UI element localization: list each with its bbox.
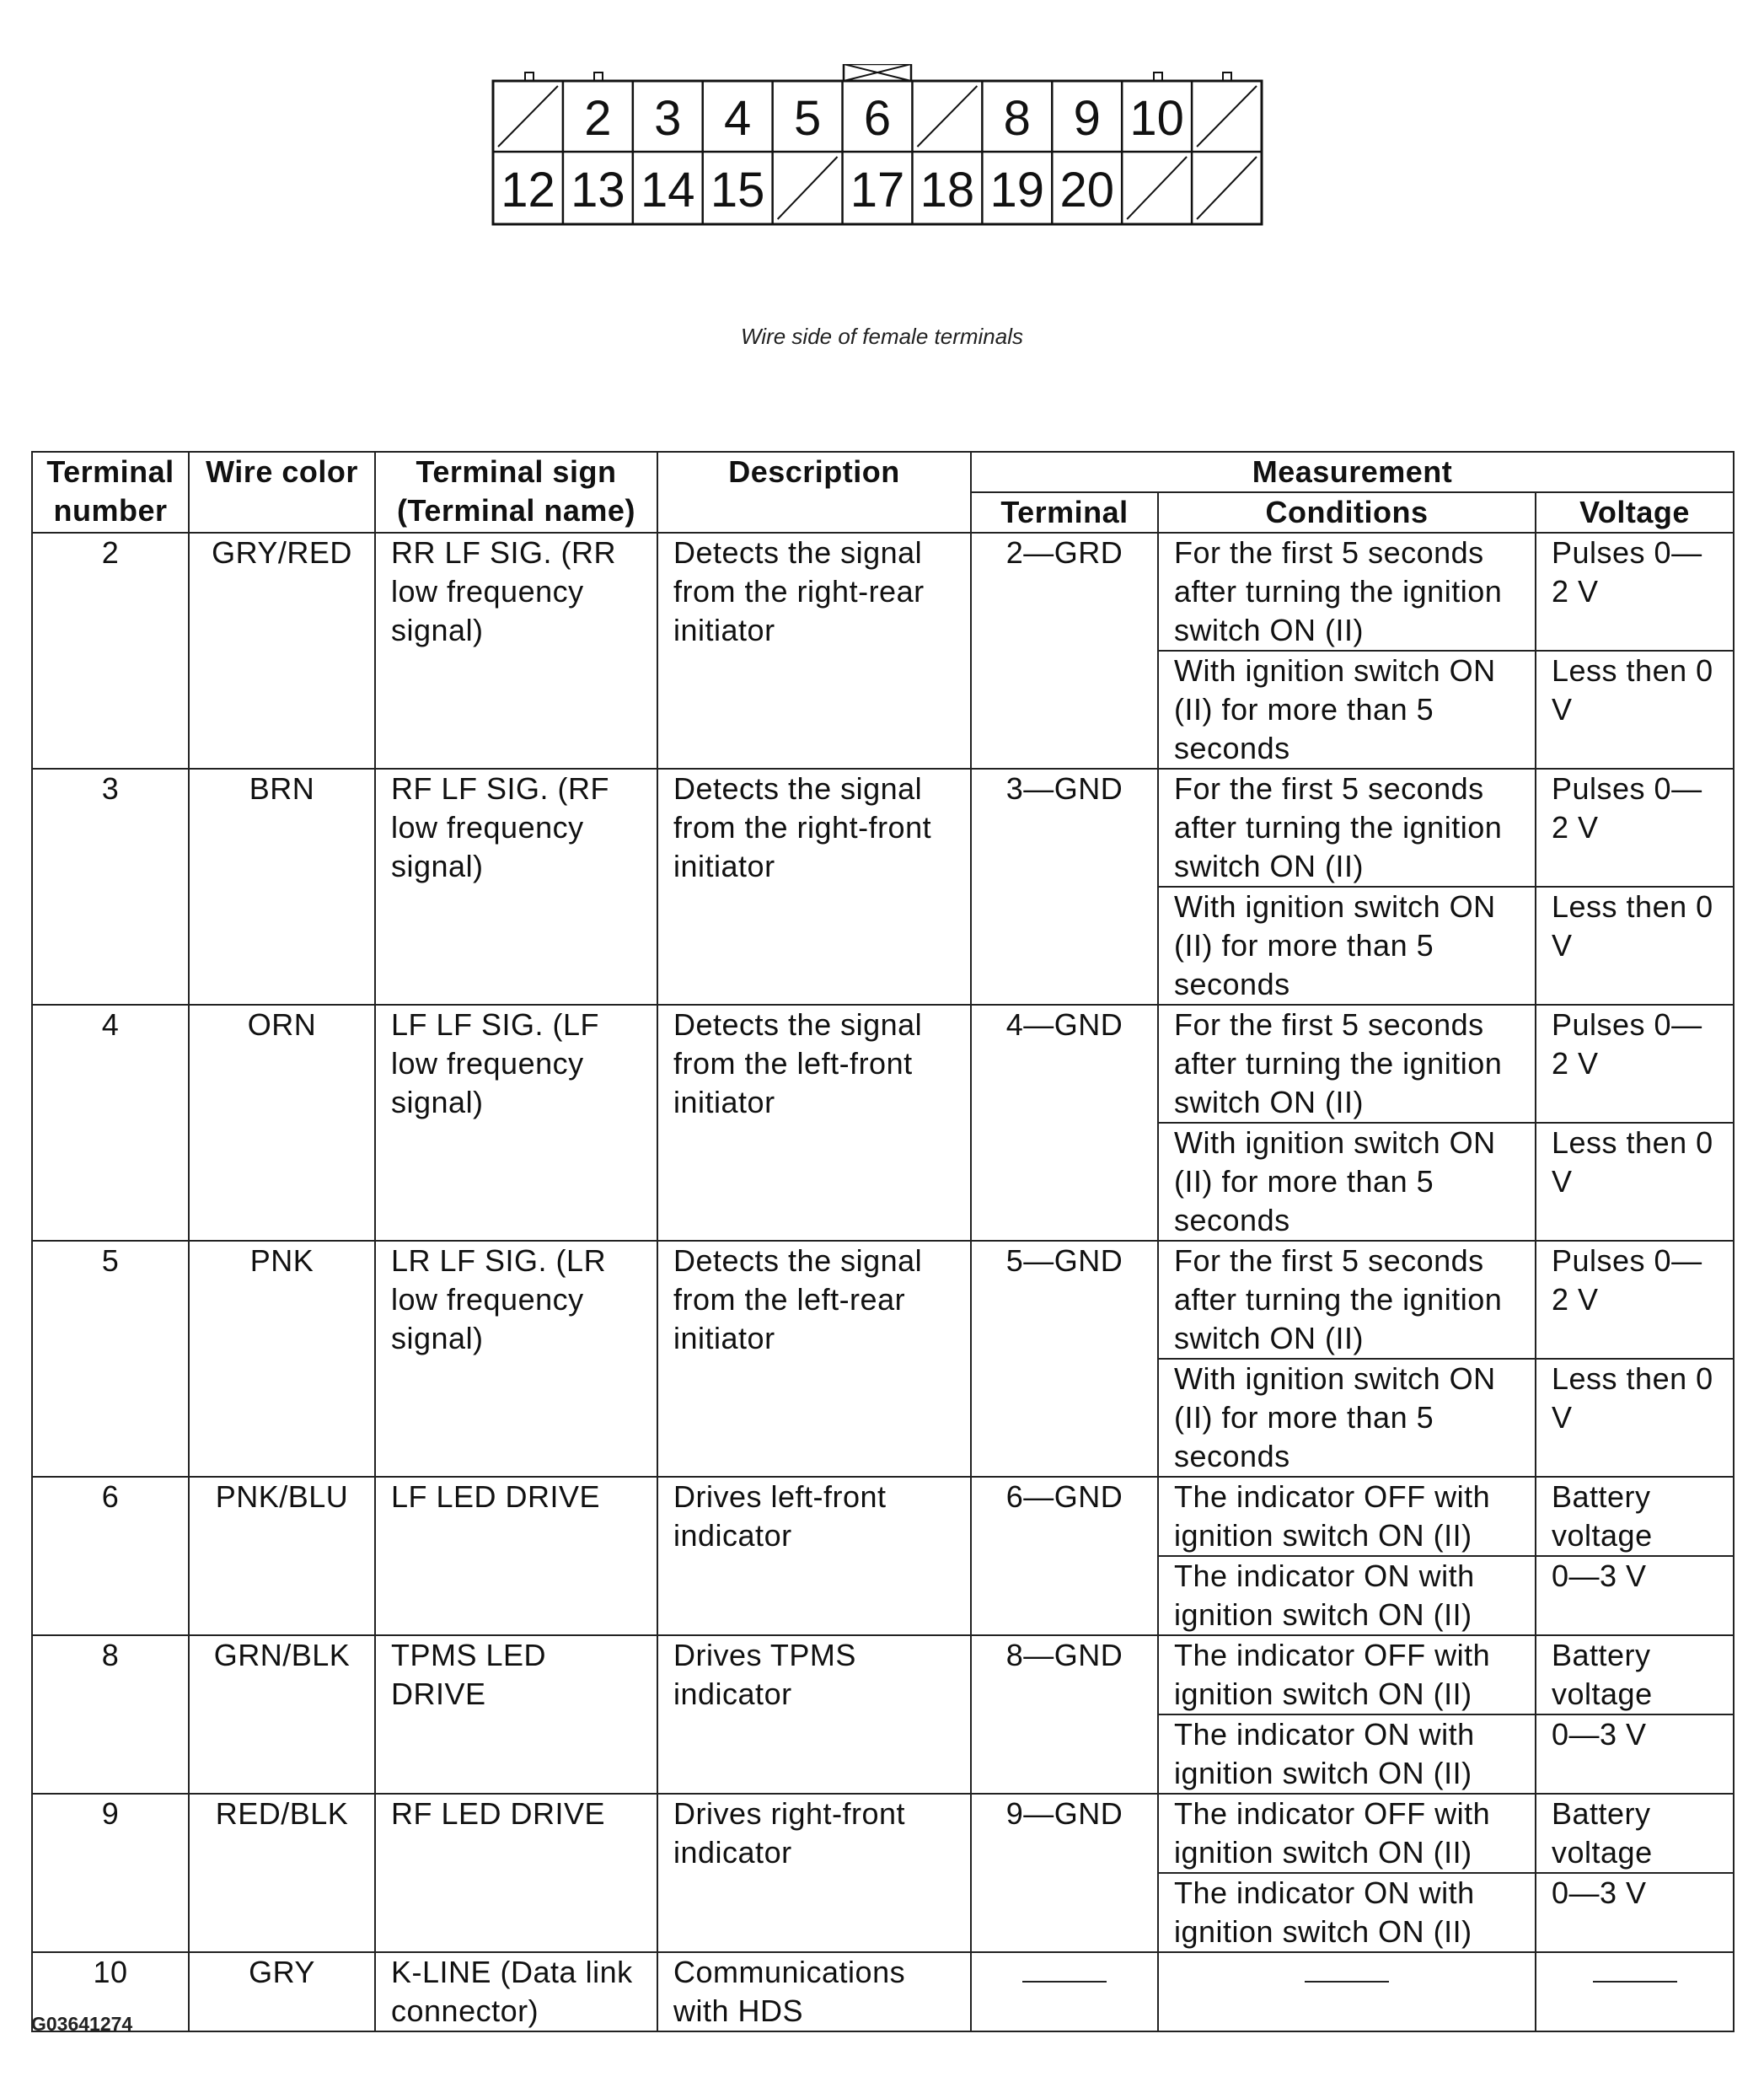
connector-empty-slot — [498, 86, 558, 147]
cell-terminal-sign: LR LF SIG. (LR low frequency signal) — [375, 1241, 657, 1477]
table-row — [32, 533, 1734, 651]
connector-pin-20: 20 — [1059, 163, 1114, 217]
cell-voltage: Battery voltage — [1536, 1635, 1734, 1714]
connector-pin-15: 15 — [710, 163, 765, 217]
header-terminal: Terminal — [971, 492, 1158, 533]
cell-condition: The indicator ON with ignition switch ON (II) — [1158, 1873, 1536, 1952]
connector-pin-18: 18 — [920, 163, 975, 217]
table-body — [32, 533, 1734, 2031]
cell-condition: The indicator OFF with ignition switch ON (II) — [1158, 1477, 1536, 1556]
cell-voltage: Pulses 0—2 V — [1536, 769, 1734, 887]
cell-wire-color: PNK — [189, 1241, 375, 1477]
connector-pin-19: 19 — [989, 163, 1045, 217]
connector-pin-3: 3 — [654, 91, 682, 146]
cell-terminal-sign: K-LINE (Data link connector) — [375, 1952, 657, 2031]
connector-empty-slot — [778, 157, 838, 219]
cell-terminal-empty — [971, 1952, 1158, 2031]
cell-description: Drives left-front indicator — [657, 1477, 971, 1635]
cell-condition: With ignition switch ON (II) for more than 5 seconds — [1158, 1123, 1536, 1241]
terminal-table — [31, 451, 1735, 2032]
cell-measure-terminal: 8—GND — [971, 1635, 1158, 1794]
cell-terminal-number: 10 — [32, 1952, 189, 2031]
cell-voltage: 0—3 V — [1536, 1714, 1734, 1794]
header-measurement: Measurement — [971, 452, 1734, 492]
table-row — [32, 1241, 1734, 1359]
cell-condition: With ignition switch ON (II) for more than 5 seconds — [1158, 1359, 1536, 1477]
cell-condition: The indicator ON with ignition switch ON (II) — [1158, 1714, 1536, 1794]
connector-empty-slot — [1127, 157, 1187, 219]
cell-description: Detects the signal from the left-front initiator — [657, 1005, 971, 1241]
cell-voltage: Battery voltage — [1536, 1794, 1734, 1873]
table-row — [32, 1952, 1734, 2031]
cell-terminal-sign: TPMS LED DRIVE — [375, 1635, 657, 1794]
connector-empty-slot — [1197, 86, 1257, 147]
cell-wire-color: BRN — [189, 769, 375, 1005]
cell-measure-terminal: 6—GND — [971, 1477, 1158, 1635]
cell-wire-color: ORN — [189, 1005, 375, 1241]
table-row — [32, 1477, 1734, 1556]
cell-terminal-number: 4 — [32, 1005, 189, 1241]
cell-terminal-sign: RR LF SIG. (RR low frequency signal) — [375, 533, 657, 769]
cell-terminal-sign: RF LED DRIVE — [375, 1794, 657, 1952]
connector-pin-13: 13 — [571, 163, 625, 217]
cell-wire-color: GRN/BLK — [189, 1635, 375, 1794]
cell-terminal-sign: LF LF SIG. (LF low frequency signal) — [375, 1005, 657, 1241]
connector-pin-5: 5 — [793, 91, 822, 146]
header-description: Description — [657, 452, 971, 533]
header-terminal-number: Terminal number — [32, 452, 189, 533]
cell-wire-color: RED/BLK — [189, 1794, 375, 1952]
diagram-caption: Wire side of female terminals — [741, 324, 1023, 349]
cell-terminal-sign: LF LED DRIVE — [375, 1477, 657, 1635]
header-voltage: Voltage — [1536, 492, 1734, 533]
connector-face — [491, 64, 1267, 228]
cell-voltage: Pulses 0—2 V — [1536, 1005, 1734, 1123]
cell-measure-terminal: 9—GND — [971, 1794, 1158, 1952]
cell-wire-color: GRY — [189, 1952, 375, 2031]
cell-description: Detects the signal from the right-rear initiator — [657, 533, 971, 769]
cell-voltage: Less then 0 V — [1536, 651, 1734, 769]
header-conditions: Conditions — [1158, 492, 1536, 533]
header-wire-color: Wire color — [189, 452, 375, 533]
connector-pin-9: 9 — [1073, 91, 1101, 146]
cell-terminal-number: 5 — [32, 1241, 189, 1477]
cell-condition: For the first 5 seconds after turning the ignition switch ON (II) — [1158, 533, 1536, 651]
connector-diagram — [491, 64, 1267, 233]
connector-pin-6: 6 — [863, 91, 892, 146]
dash-mark — [1593, 1981, 1677, 1983]
cell-description: Communications with HDS — [657, 1952, 971, 2031]
cell-description: Detects the signal from the right-front initiator — [657, 769, 971, 1005]
connector-pin-4: 4 — [724, 91, 752, 146]
cell-voltage: 0—3 V — [1536, 1873, 1734, 1952]
cell-measure-terminal: 4—GND — [971, 1005, 1158, 1241]
cell-terminal-number: 2 — [32, 533, 189, 769]
cell-condition: For the first 5 seconds after turning the ignition switch ON (II) — [1158, 1005, 1536, 1123]
cell-terminal-number: 6 — [32, 1477, 189, 1635]
table-row — [32, 1635, 1734, 1714]
cell-condition: With ignition switch ON (II) for more than 5 seconds — [1158, 887, 1536, 1005]
cell-measure-terminal: 2—GRD — [971, 533, 1158, 769]
cell-condition: For the first 5 seconds after turning the ignition switch ON (II) — [1158, 769, 1536, 887]
cell-voltage: Less then 0 V — [1536, 887, 1734, 1005]
table-row — [32, 1005, 1734, 1123]
header-terminal-sign: Terminal sign (Terminal name) — [375, 452, 657, 533]
cell-voltage: Pulses 0—2 V — [1536, 1241, 1734, 1359]
cell-wire-color: GRY/RED — [189, 533, 375, 769]
cell-terminal-number: 9 — [32, 1794, 189, 1952]
cell-voltage: Battery voltage — [1536, 1477, 1734, 1556]
cell-wire-color: PNK/BLU — [189, 1477, 375, 1635]
cell-measure-terminal: 5—GND — [971, 1241, 1158, 1477]
table-header — [32, 452, 1734, 533]
cell-description: Drives right-front indicator — [657, 1794, 971, 1952]
connector-pin-17: 17 — [850, 163, 905, 217]
table-row — [32, 1794, 1734, 1873]
cell-conditions-empty — [1158, 1952, 1536, 2031]
cell-voltage: Pulses 0—2 V — [1536, 533, 1734, 651]
dash-mark — [1022, 1981, 1107, 1983]
connector-pin-14: 14 — [641, 163, 695, 217]
connector-pin-10: 10 — [1129, 91, 1184, 146]
cell-description: Detects the signal from the left-rear initiator — [657, 1241, 971, 1477]
cell-condition: For the first 5 seconds after turning the ignition switch ON (II) — [1158, 1241, 1536, 1359]
cell-voltage: Less then 0 V — [1536, 1123, 1734, 1241]
connector-pin-12: 12 — [501, 163, 555, 217]
cell-condition: The indicator ON with ignition switch ON (II) — [1158, 1556, 1536, 1635]
connector-empty-slot — [917, 86, 977, 147]
table-row — [32, 769, 1734, 887]
cell-terminal-number: 8 — [32, 1635, 189, 1794]
cell-terminal-sign: RF LF SIG. (RF low frequency signal) — [375, 769, 657, 1005]
cell-voltage-empty — [1536, 1952, 1734, 2031]
cell-measure-terminal: 3—GND — [971, 769, 1158, 1005]
connector-pin-8: 8 — [1003, 91, 1031, 146]
cell-voltage: 0—3 V — [1536, 1556, 1734, 1635]
cell-condition: The indicator OFF with ignition switch ON (II) — [1158, 1635, 1536, 1714]
cell-voltage: Less then 0 V — [1536, 1359, 1734, 1477]
dash-mark — [1305, 1981, 1389, 1983]
cell-description: Drives TPMS indicator — [657, 1635, 971, 1794]
connector-pin-2: 2 — [584, 91, 612, 146]
cell-condition: The indicator OFF with ignition switch ON (II) — [1158, 1794, 1536, 1873]
figure-code: G03641274 — [31, 2013, 133, 2035]
connector-empty-slot — [1197, 157, 1257, 219]
cell-condition: With ignition switch ON (II) for more than 5 seconds — [1158, 651, 1536, 769]
cell-terminal-number: 3 — [32, 769, 189, 1005]
